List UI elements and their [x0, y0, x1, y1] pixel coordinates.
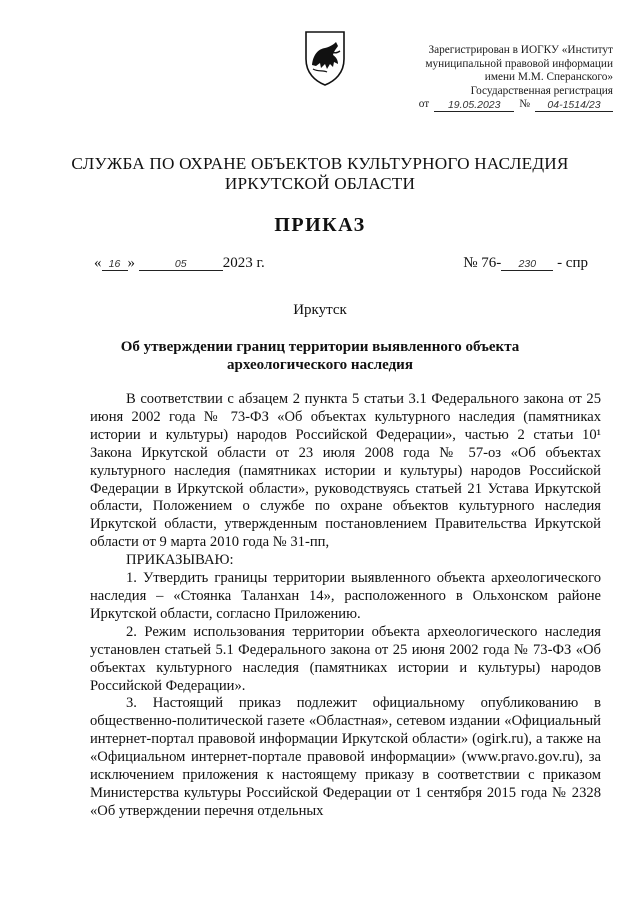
command-word: ПРИКАЗЫВАЮ: [126, 552, 234, 569]
preamble-paragraph: В соответствии с абзацем 2 пункта 5 статьи 3.1 Федерального закона от 25 июня 2002 года № 73-ФЗ «Об объектах культурного наследия (памятниках истории и культуры) народов Российской Федерации», частью 2 статьи 10¹ Закона Иркутской области от 23 июля 2008 года № 57-оз «Об объектах культурного наследия (памятниках истории и культуры) народов Российской Федерации в Иркутской области», руководствуясь статьей 21 Устава Иркутской области, Положением о службе по охране объектов культурного наследия Иркутской области, утвержденным постановлением Правительства Иркутской области от 9 марта 2010 года № 31-пп, [90, 391, 601, 551]
registration-number-handwritten: 04-1514/23 [535, 99, 613, 112]
coat-of-arms-emblem [303, 29, 347, 87]
registration-from-label: от [418, 98, 430, 111]
subject-line-2: археологического наследия [227, 356, 413, 373]
order-number [463, 255, 588, 272]
city-name: Иркутск [293, 302, 347, 318]
date-close-quote: » [127, 255, 135, 271]
order-number-handwritten: 230 [501, 258, 553, 271]
order-body [90, 391, 601, 821]
date-day-handwritten: 16 [102, 258, 128, 271]
registration-number-label: № [519, 98, 530, 111]
registration-line-4: Государственная регистрация [470, 84, 613, 97]
registration-stamp [395, 44, 613, 112]
item-1-paragraph: 1. Утвердить границы территории выявленного объекта археологического наследия – «Стоянка Таланхан 14», расположенного в Ольхонском районе Иркутской области, согласно Приложению. [90, 570, 601, 622]
order-number-prefix: № 76- [463, 255, 502, 271]
registration-line-1: Зарегистрирован в ИОГКУ «Институт [428, 44, 613, 56]
date-year: 2023 г. [222, 255, 265, 271]
item-2-paragraph: 2. Режим использования территории объекта археологического наследия установлен статьей 5.1 Федерального закона от 25 июня 2002 года № 73-ФЗ «Об объектах культурного наследия (памятниках истории и культуры) народов Российской Федерации». [90, 623, 601, 694]
agency-name-line-1: СЛУЖБА ПО ОХРАНЕ ОБЪЕКТОВ КУЛЬТУРНОГО НАСЛЕДИЯ [71, 154, 569, 173]
registration-date-number [395, 98, 613, 112]
registration-date-handwritten: 19.05.2023 [434, 99, 514, 112]
registration-line-3: имени М.М. Сперанского» [484, 71, 613, 84]
order-date [94, 255, 265, 272]
subject-line-1: Об утверждении границ территории выявленного объекта [120, 339, 520, 355]
document-title: ПРИКАЗ [274, 214, 366, 236]
date-open-quote: « [94, 255, 102, 271]
agency-name [60, 154, 580, 194]
date-month-handwritten: 05 [139, 258, 223, 271]
item-3-paragraph: 3. Настоящий приказ подлежит официальному опубликованию в общественно-политической газете «Областная», сетевом издании «Официальный интернет-портал правовой информации Иркутской области» (ogirk.ru), а также на «Официальном интернет-портале правовой информации» (www.pravo.gov.ru), за исключением приложения к настоящему приказу в соответствии с приказом Министерства культуры Российской Федерации от 1 сентября 2015 года № 2328 «Об утверждении перечня отдельных [90, 695, 601, 819]
order-number-suffix: - спр [557, 255, 588, 271]
registration-line-2: муниципальной правовой информации [425, 57, 613, 70]
order-subject [110, 339, 530, 374]
agency-name-line-2: ИРКУТСКОЙ ОБЛАСТИ [224, 174, 416, 193]
